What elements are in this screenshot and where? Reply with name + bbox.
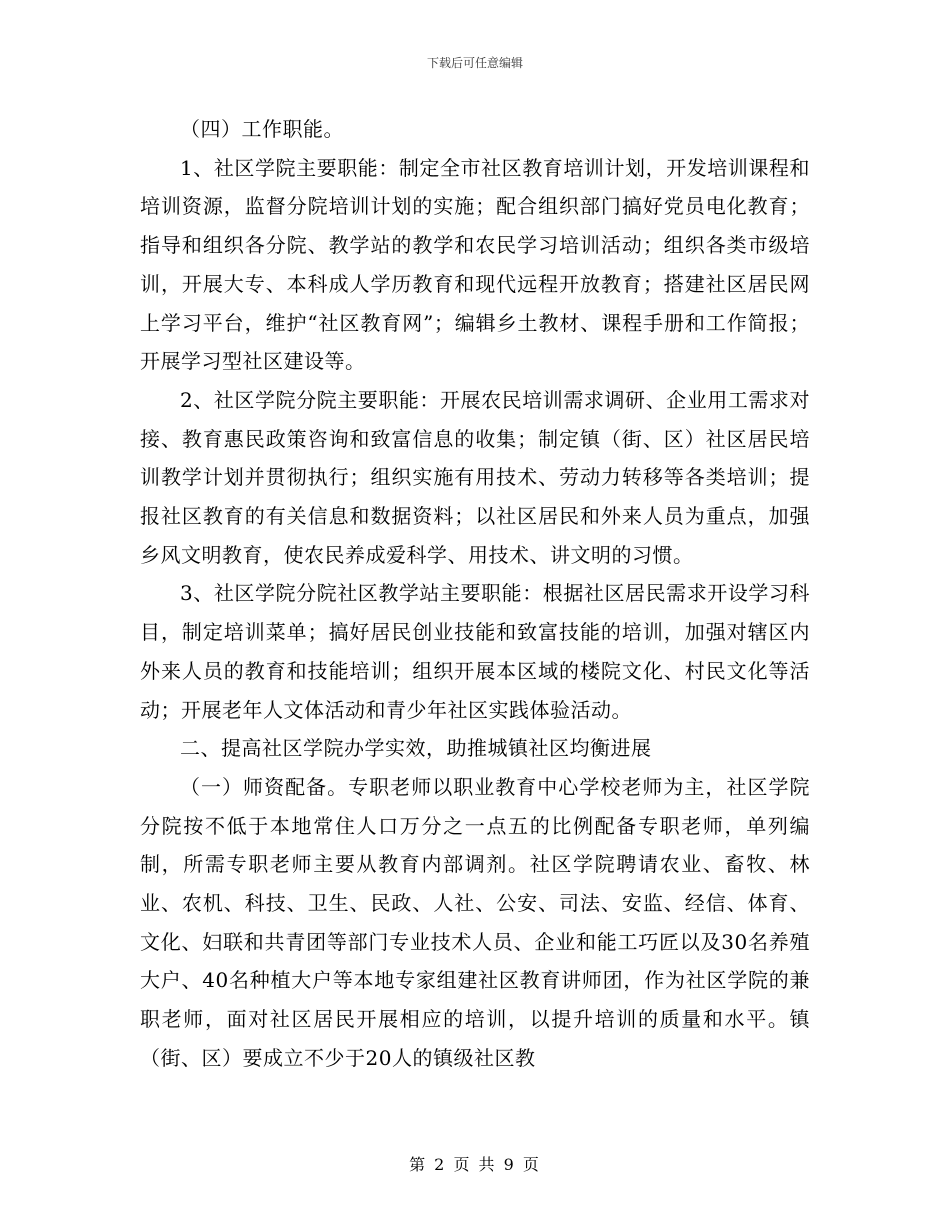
paragraph-teacher-staffing: （一）师资配备。专职老师以职业教育中心学校老师为主，社区学院分院按不低于本地常住人口万分之一点五的比例配备专职老师，单列编制，所需专职老师主要从教育内部调剂。社区学院聘请农业、畜牧、林业、农机、科技、卫生、民政、人社、公安、司法、安监、经信、体育、文化、妇联和共青团等部门专业技术人员、企业和能工巧匠以及30名养殖大户、40名种植大户等本地专家组建社区教育讲师团，作为社区学院的兼职老师，面对社区居民开展相应的培训，以提升培训的质量和水平。镇（街、区）要成立不少于20人的镇级社区教 [140, 774, 810, 1070]
page-header: 下载后可任意编辑 [426, 56, 523, 70]
page-number-footer: 第 2 页 共 9 页 [409, 1155, 541, 1174]
paragraph-college-functions: 1、社区学院主要职能：制定全市社区教育培训计划，开发培训课程和培训资源，监督分院培训计划的实施；配合组织部门搞好党员电化教育；指导和组织各分院、教学站的教学和农民学习培训活动；组织各类市级培训，开展大专、本科成人学历教育和现代远程开放教育；搭建社区居民网上学习平台，维护“社区教育网”；编辑乡土教材、课程手册和工作简报；开展学习型社区建设等。 [140, 155, 810, 374]
paragraph-station-functions: 3、社区学院分院社区教学站主要职能：根据社区居民需求开设学习科目，制定培训菜单；搞好居民创业技能和致富技能的培训，加强对辖区内外来人员的教育和技能培训；组织开展本区域的楼院文化、村民文化等活动；开展老年人文体活动和青少年社区实践体验活动。 [140, 581, 810, 722]
section-heading-work-functions: （四）工作职能。 [180, 117, 344, 141]
paragraph-branch-functions: 2、社区学院分院主要职能：开展农民培训需求调研、企业用工需求对接、教育惠民政策咨询和致富信息的收集；制定镇（街、区）社区居民培训教学计划并贯彻执行；组织实施有用技术、劳动力转移等各类培训；提报社区教育的有关信息和数据资料；以社区居民和外来人员为重点，加强乡风文明教育，使农民养成爱科学、用技术、讲文明的习惯。 [140, 387, 810, 567]
document-body [140, 110, 810, 1078]
section-heading-improve-effectiveness: 二、提高社区学院办学实效，助推城镇社区均衡进展 [180, 736, 652, 761]
